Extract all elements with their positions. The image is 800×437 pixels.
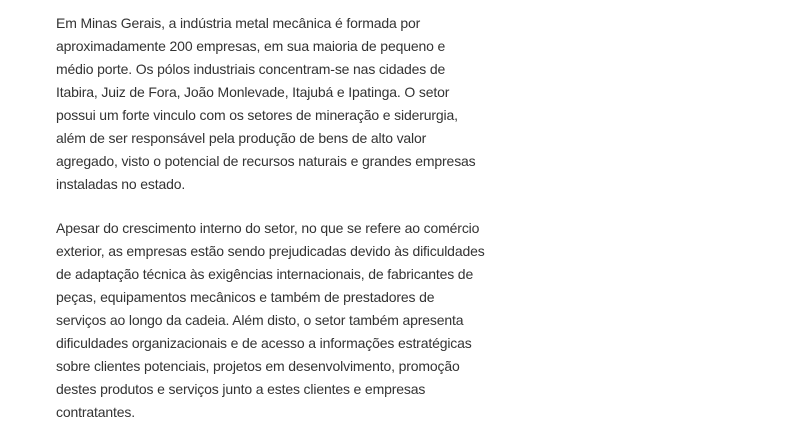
text-line: Apesar do crescimento interno do setor, no que se refere ao comércio: [56, 220, 480, 236]
text-line: destes produtos e serviços junto a estes clientes e empresas: [56, 381, 426, 397]
text-line: sobre clientes potenciais, projetos em desenvolvimento, promoção: [56, 358, 460, 374]
text-line: exterior, as empresas estão sendo prejudicadas devido às dificuldades: [56, 243, 485, 259]
text-line: contratantes.: [56, 404, 135, 420]
text-line: além de ser responsável pela produção de bens de alto valor: [56, 130, 427, 146]
paragraph-foreign-trade-challenges: [56, 217, 516, 424]
paragraph-industry-overview: [56, 12, 516, 196]
text-line: médio porte. Os pólos industriais concentram-se nas cidades de: [56, 61, 446, 77]
text-line: possui um forte vinculo com os setores de mineração e siderurgia,: [56, 107, 458, 123]
article-body: [56, 12, 516, 424]
text-line: aproximadamente 200 empresas, em sua maioria de pequeno e: [56, 38, 446, 54]
text-line: instaladas no estado.: [56, 176, 186, 192]
text-line: serviços ao longo da cadeia. Além disto, o setor também apresenta: [56, 312, 464, 328]
text-line: de adaptação técnica às exigências internacionais, de fabricantes de: [56, 266, 474, 282]
text-line: peças, equipamentos mecânicos e também de prestadores de: [56, 289, 435, 305]
text-line: Itabira, Juiz de Fora, João Monlevade, Itajubá e Ipatinga. O setor: [56, 84, 450, 100]
text-line: Em Minas Gerais, a indústria metal mecânica é formada por: [56, 15, 421, 31]
text-line: agregado, visto o potencial de recursos naturais e grandes empresas: [56, 153, 476, 169]
text-line: dificuldades organizacionais e de acesso a informações estratégicas: [56, 335, 472, 351]
